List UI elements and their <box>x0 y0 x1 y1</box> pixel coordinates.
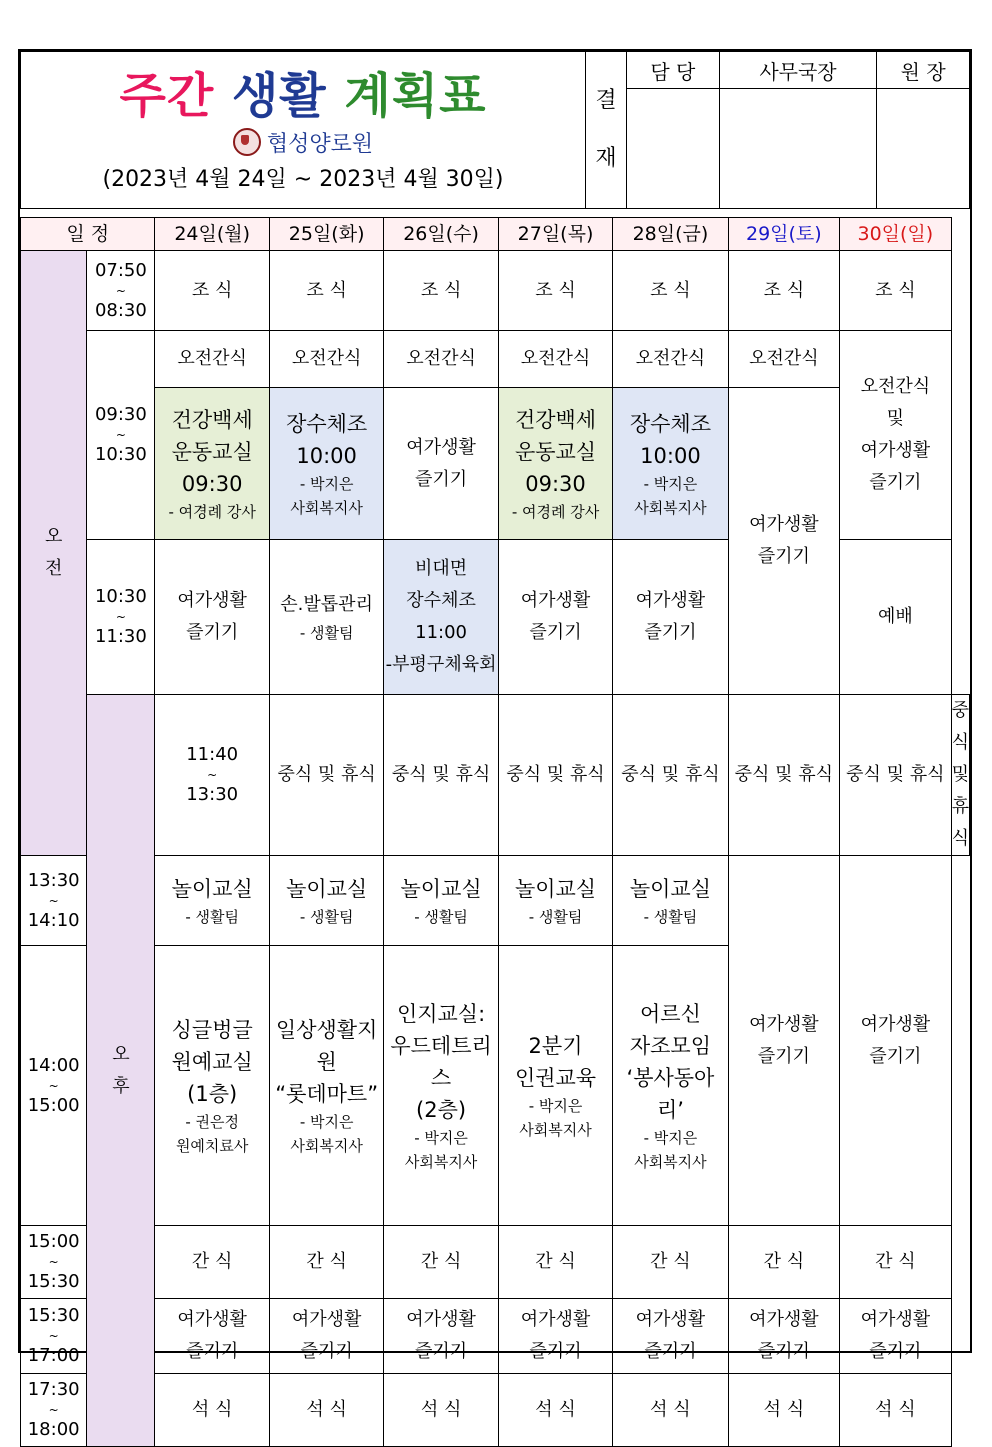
text-line: 인권교육 <box>514 1065 597 1090</box>
cell-tue-longevity <box>269 388 383 540</box>
day-wed: 26일(수) <box>384 218 498 251</box>
text-line: (2층) <box>416 1097 467 1122</box>
signature-box-secretary <box>719 89 877 209</box>
text-line: 놀이교실 <box>286 876 368 901</box>
time-end: 14:10 <box>27 909 80 931</box>
text-line: - 권은정 <box>185 1112 239 1131</box>
time-start: 14:00 <box>27 1054 80 1076</box>
text-line: 사회복지사 <box>519 1120 592 1139</box>
text-line: 어르신 <box>640 1001 701 1026</box>
time-end: 13:30 <box>186 784 239 805</box>
text-line: 즐기기 <box>186 622 239 643</box>
cell-thu-play <box>498 856 612 946</box>
cell-mon-leisure <box>155 540 269 695</box>
cell-mon-dinner: 석 식 <box>155 1374 269 1447</box>
cell-wed-evening-leisure <box>384 1299 498 1374</box>
cell-sun-afternoon-leisure <box>840 856 952 1226</box>
time-slot <box>87 331 155 540</box>
text-line: 사회복지사 <box>404 1152 478 1171</box>
approval-label-bottom: 재 <box>595 146 617 171</box>
time-slot <box>21 856 87 946</box>
time-slot <box>155 695 269 856</box>
text-line: 사회복지사 <box>634 1152 707 1171</box>
cell-wed-dinner: 석 식 <box>384 1374 498 1447</box>
cell-tue-afternoon-snack: 간 식 <box>269 1226 383 1299</box>
text-line: 원예치료사 <box>175 1136 249 1155</box>
text-line: 운동교실 <box>171 439 253 464</box>
text-line: 2분기 <box>528 1033 583 1058</box>
text-line: 우드테트리스 <box>390 1033 492 1090</box>
text-line: 여가생활 <box>177 590 247 611</box>
morning-label-2: 전 <box>44 558 63 579</box>
time-end: 15:00 <box>27 1094 80 1116</box>
cell-fri-dinner: 석 식 <box>613 1374 728 1447</box>
cell-fri-afternoon-snack: 간 식 <box>613 1226 728 1299</box>
cell-wed-afternoon-snack: 간 식 <box>384 1226 498 1299</box>
approval-label <box>586 52 627 209</box>
time-slot <box>21 1226 87 1299</box>
afternoon-label <box>87 695 155 1447</box>
row-evening-leisure <box>21 1299 970 1374</box>
row-lunch <box>21 695 970 856</box>
cell-sat-breakfast: 조 식 <box>728 251 839 331</box>
cell-mon-health-class <box>155 388 269 540</box>
cell-fri-leisure <box>613 540 728 695</box>
cell-tue-play <box>269 856 383 946</box>
time-start: 09:30 <box>94 404 147 425</box>
text-line: 즐기기 <box>300 1341 353 1362</box>
row-morning-snack <box>21 331 970 388</box>
text-line: - 여경례 강사 <box>168 502 256 521</box>
title-part-2: 생활 <box>231 67 327 124</box>
text-line: 여가생활 <box>860 440 931 461</box>
signature-box-director <box>877 89 970 209</box>
text-line: - 생활팀 <box>299 907 354 926</box>
cell-sun-dinner: 석 식 <box>840 1374 952 1447</box>
time-sep: ~ <box>48 1255 59 1269</box>
text-line: 즐기기 <box>644 622 697 643</box>
cell-wed-lunch: 중식 및 휴식 <box>498 695 612 856</box>
time-sep: ~ <box>207 768 218 782</box>
cell-tue-handfoot <box>269 540 383 695</box>
cell-wed-play <box>384 856 498 946</box>
cell-sat-dinner: 석 식 <box>728 1374 839 1447</box>
text-line: 자조모임 <box>629 1033 711 1058</box>
text-line: - 생활팀 <box>643 907 698 926</box>
time-slot <box>21 1374 87 1447</box>
day-header-row <box>21 218 970 251</box>
time-end: 18:00 <box>27 1419 80 1440</box>
text-line: - 박지은 <box>528 1096 583 1115</box>
time-sep: ~ <box>48 1329 59 1343</box>
cell-sat-snack: 오전간식 <box>728 331 839 388</box>
text-line: 일상생활지원 <box>275 1017 378 1074</box>
cell-wed-snack: 오전간식 <box>384 331 498 388</box>
text-line: 여가생활 <box>860 1309 931 1330</box>
text-line: 09:30 <box>525 471 586 496</box>
text-line: 10:00 <box>640 443 701 468</box>
cell-thu-lunch: 중식 및 휴식 <box>613 695 728 856</box>
row-snack <box>21 1226 970 1299</box>
time-start: 15:30 <box>27 1305 80 1326</box>
cell-mon-breakfast: 조 식 <box>155 251 269 331</box>
text-line: 즐기기 <box>757 1045 810 1067</box>
text-line: 여가생활 <box>635 590 706 611</box>
text-line: 여가생활 <box>520 1309 591 1330</box>
cell-thu-health-class <box>498 388 612 540</box>
time-end: 17:00 <box>27 1345 80 1366</box>
time-sep: ~ <box>115 283 126 298</box>
cell-fri-breakfast: 조 식 <box>613 251 728 331</box>
organization <box>21 128 585 159</box>
time-slot <box>21 946 87 1226</box>
text-line: 놀이교실 <box>400 876 482 901</box>
time-slot <box>87 540 155 695</box>
text-line: 비대면 <box>414 558 468 579</box>
text-line: 즐기기 <box>529 1341 582 1362</box>
text-line: - 생활팀 <box>299 624 354 642</box>
time-end: 10:30 <box>94 444 147 465</box>
day-thu: 27일(목) <box>498 218 612 251</box>
text-line: 놀이교실 <box>514 876 597 901</box>
cell-mon-gardening <box>155 946 269 1226</box>
cell-sun-morning <box>840 331 952 540</box>
cell-sat-evening-leisure <box>728 1299 839 1374</box>
text-line: “롯데마트” <box>275 1081 379 1106</box>
text-line: 손.발톱관리 <box>280 594 373 615</box>
cell-thu-evening-leisure <box>498 1299 612 1374</box>
text-line: - 생활팀 <box>528 907 583 926</box>
cell-tue-evening-leisure <box>269 1299 383 1374</box>
time-end: 15:30 <box>27 1271 80 1292</box>
time-start: 17:30 <box>27 1379 80 1400</box>
time-end: 11:30 <box>94 626 147 647</box>
text-line: -부평구체육회 <box>385 654 497 675</box>
text-line: 운동교실 <box>514 439 597 464</box>
page-title <box>21 68 585 124</box>
cell-sat-leisure <box>728 388 839 695</box>
time-start: 10:30 <box>94 586 147 607</box>
time-sep: ~ <box>48 893 59 908</box>
text-line: 인지교실: <box>396 1001 486 1026</box>
text-line: 오전간식 <box>860 376 931 397</box>
cell-wed-breakfast: 조 식 <box>384 251 498 331</box>
text-line: 여가생활 <box>177 1309 247 1330</box>
text-line: 여가생활 <box>520 590 591 611</box>
text-line: 즐기기 <box>757 1341 810 1362</box>
text-line: 싱글벙글 <box>171 1017 253 1042</box>
text-line: 여가생활 <box>406 436 476 458</box>
schedule-table <box>20 217 970 1447</box>
approver-director: 원 장 <box>877 52 970 89</box>
cell-fri-lunch: 중식 및 휴식 <box>728 695 839 856</box>
text-line: 즐기기 <box>644 1341 697 1362</box>
cell-sat-lunch: 중식 및 휴식 <box>840 695 952 856</box>
approver-secretary: 사무국장 <box>719 52 877 89</box>
cell-thu-snack: 오전간식 <box>498 331 612 388</box>
time-start: 15:00 <box>27 1231 80 1252</box>
text-line: 여가생활 <box>635 1309 706 1330</box>
text-line: 즐기기 <box>186 1341 239 1362</box>
text-line: 즐기기 <box>869 472 922 493</box>
cell-sun-worship: 예배 <box>840 540 952 695</box>
period: (2023년 4월 24일 ~ 2023년 4월 30일) <box>102 166 504 192</box>
cell-tue-daily-support <box>269 946 383 1226</box>
cell-fri-snack: 오전간식 <box>613 331 728 388</box>
text-line: 및 <box>886 408 905 429</box>
time-slot <box>21 1299 87 1374</box>
cell-sat-afternoon-leisure <box>728 856 839 1226</box>
cell-thu-dinner: 석 식 <box>498 1374 612 1447</box>
cell-fri-play <box>613 856 728 946</box>
day-mon: 24일(월) <box>155 218 269 251</box>
cell-tue-snack: 오전간식 <box>269 331 383 388</box>
time-end: 08:30 <box>94 299 147 321</box>
header-table <box>20 51 970 209</box>
afternoon-label-1: 오 <box>112 1043 130 1065</box>
time-start: 11:40 <box>186 744 239 765</box>
time-sep: ~ <box>115 428 126 442</box>
cell-thu-afternoon-snack: 간 식 <box>498 1226 612 1299</box>
cell-sun-breakfast: 조 식 <box>840 251 952 331</box>
text-line: 사회복지사 <box>634 498 707 517</box>
cell-mon-lunch: 중식 및 휴식 <box>269 695 383 856</box>
approval-label-top: 결 <box>595 88 617 113</box>
signature-box-staff <box>627 89 720 209</box>
text-line: - 박지은 <box>643 474 698 493</box>
text-line: 장수체조 <box>629 411 711 436</box>
cell-fri-evening-leisure <box>613 1299 728 1374</box>
text-line: - 생활팀 <box>185 907 239 926</box>
cell-wed-online-exercise <box>384 540 498 695</box>
text-line: 여가생활 <box>749 1013 819 1035</box>
cell-mon-play <box>155 856 269 946</box>
cell-sun-afternoon-snack: 간 식 <box>840 1226 952 1299</box>
text-line: - 여경례 강사 <box>511 502 600 521</box>
time-sep: ~ <box>48 1403 59 1417</box>
text-line: - 생활팀 <box>414 907 468 926</box>
cell-sat-afternoon-snack: 간 식 <box>728 1226 839 1299</box>
cell-sun-lunch: 중식 및 휴식 <box>951 695 969 856</box>
row-play-class <box>21 856 970 946</box>
text-line: - 박지은 <box>643 1128 698 1147</box>
text-line: (1층) <box>187 1081 238 1106</box>
text-line: - 박지은 <box>299 1112 354 1131</box>
cell-thu-breakfast: 조 식 <box>498 251 612 331</box>
cell-fri-elders-club <box>613 946 728 1226</box>
text-line: 09:30 <box>181 471 243 496</box>
cell-tue-breakfast: 조 식 <box>269 251 383 331</box>
cell-wed-leisure <box>384 388 498 540</box>
cell-thu-leisure <box>498 540 612 695</box>
text-line: - 박지은 <box>414 1128 468 1147</box>
text-line: 여가생활 <box>291 1309 362 1330</box>
text-line: 여가생활 <box>749 1309 819 1330</box>
text-line: 즐기기 <box>529 622 582 643</box>
text-line: ‘봉사동아리’ <box>626 1065 715 1122</box>
text-line: 장수체조 <box>406 590 476 611</box>
text-line: - 박지은 <box>299 474 354 493</box>
afternoon-label-2: 후 <box>112 1075 130 1097</box>
time-sep: ~ <box>48 1078 59 1093</box>
text-line: 즐기기 <box>869 1045 922 1067</box>
cell-thu-human-rights <box>498 946 612 1226</box>
text-line: 여가생활 <box>406 1309 476 1330</box>
text-line: 장수체조 <box>286 411 368 436</box>
title-block <box>21 52 586 209</box>
time-start: 07:50 <box>94 259 147 281</box>
text-line: 사회복지사 <box>290 1136 363 1155</box>
text-line: 즐기기 <box>414 1341 468 1362</box>
text-line: 즐기기 <box>869 1341 922 1362</box>
day-tue: 25일(화) <box>269 218 383 251</box>
day-sun: 30일(일) <box>840 218 952 251</box>
column-header: 일 정 <box>21 218 155 251</box>
cell-mon-snack: 오전간식 <box>155 331 269 388</box>
cell-tue-dinner: 석 식 <box>269 1374 383 1447</box>
text-line: 여가생활 <box>749 514 819 535</box>
time-slot <box>87 251 155 331</box>
text-line: 원예교실 <box>171 1049 253 1074</box>
text-line: 즐기기 <box>757 546 810 567</box>
title-part-3: 계획표 <box>344 67 487 124</box>
row-dinner <box>21 1374 970 1447</box>
day-fri: 28일(금) <box>613 218 728 251</box>
text-line: 놀이교실 <box>629 876 711 901</box>
cell-tue-lunch: 중식 및 휴식 <box>384 695 498 856</box>
text-line: 여가생활 <box>860 1013 931 1035</box>
cell-fri-longevity <box>613 388 728 540</box>
text-line: 건강백세 <box>171 407 253 432</box>
text-line: 놀이교실 <box>171 876 253 901</box>
day-sat: 29일(토) <box>728 218 839 251</box>
cell-mon-afternoon-snack: 간 식 <box>155 1226 269 1299</box>
cell-wed-cognitive <box>384 946 498 1226</box>
approver-staff: 담 당 <box>627 52 720 89</box>
text-line: 사회복지사 <box>290 498 363 517</box>
text-line: 건강백세 <box>514 407 597 432</box>
organization-seal-icon <box>233 128 261 156</box>
time-sep: ~ <box>115 610 126 624</box>
morning-label <box>21 251 87 856</box>
time-start: 13:30 <box>27 869 80 891</box>
title-part-1: 주간 <box>119 67 215 124</box>
morning-label-1: 오 <box>44 526 63 547</box>
cell-mon-evening-leisure <box>155 1299 269 1374</box>
cell-sun-evening-leisure <box>840 1299 952 1374</box>
text-line: 즐기기 <box>414 468 468 490</box>
text-line: 10:00 <box>296 443 357 468</box>
row-0930 <box>21 388 970 540</box>
row-breakfast <box>21 251 970 331</box>
organization-name: 협성양로원 <box>266 131 374 157</box>
text-line: 11:00 <box>415 622 468 643</box>
